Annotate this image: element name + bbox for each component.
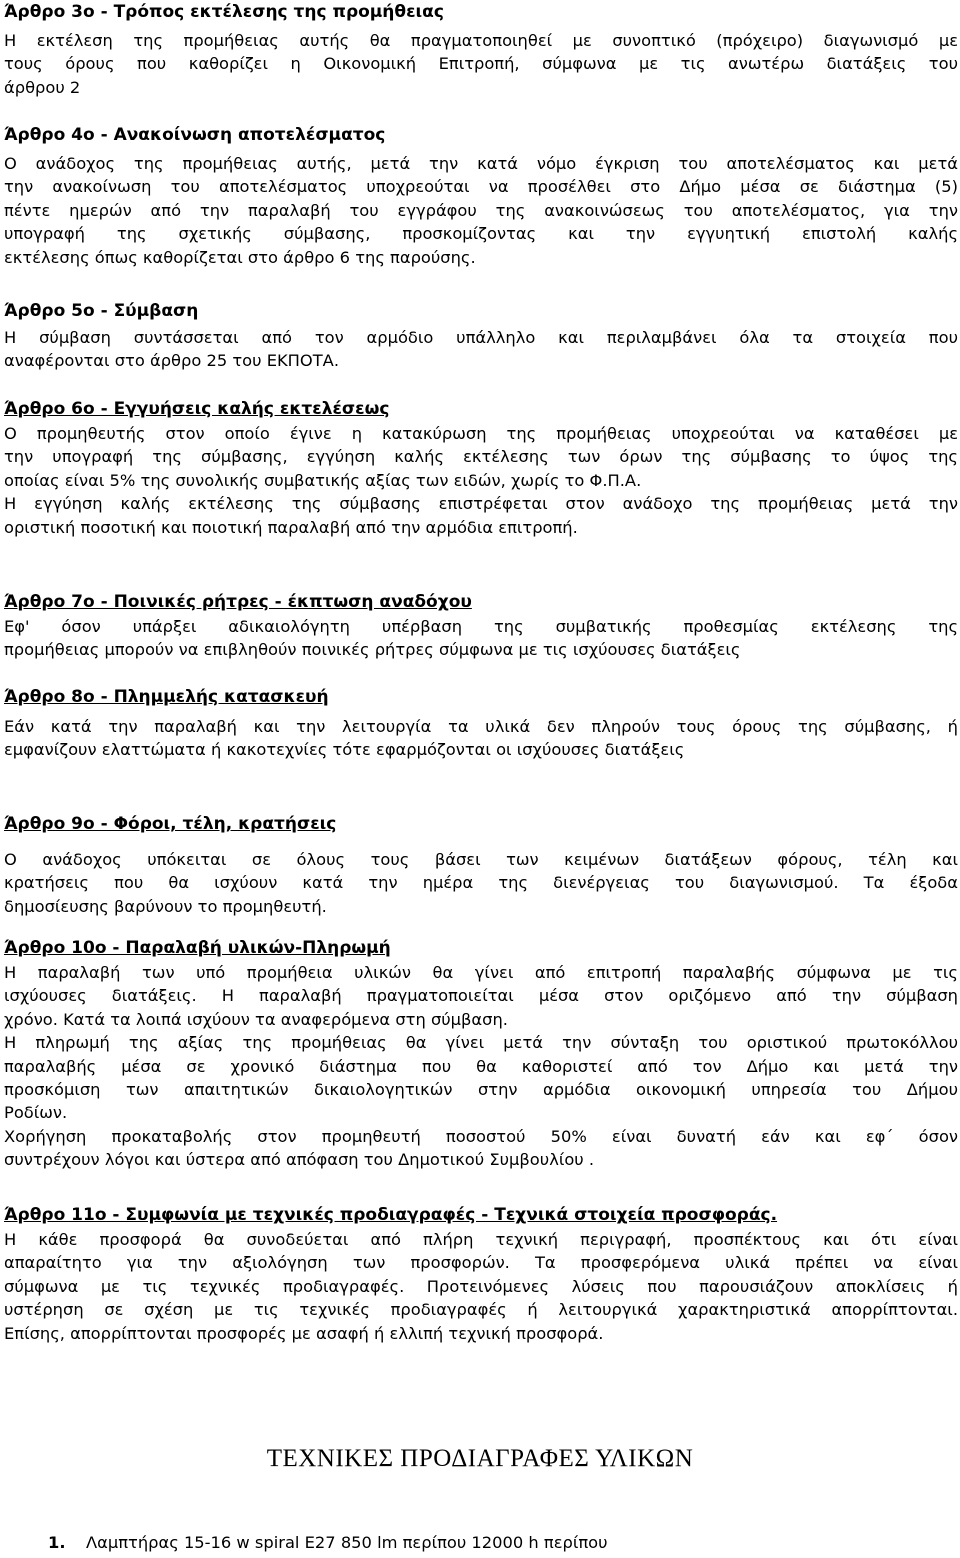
article-heading: Άρθρο 4ο - Ανακοίνωση αποτελέσματος	[4, 125, 386, 145]
article-6	[4, 397, 958, 539]
article-8	[4, 685, 958, 762]
body-line: συντρέχουν λόγοι και ύστερα από απόφαση του Δημοτικού Συμβουλίου .	[4, 1150, 595, 1170]
article-5	[4, 299, 958, 373]
spec-item-text: Λαμπτήρας 15-16 w spiral E27 850 lm περίπου 12000 h περίπου	[86, 1533, 608, 1552]
body-line: υστέρηση σε σχέση με τις τεχνικές προδιαγραφές ή λειτουργικά χαρακτηριστικά απορρίπτονται.	[4, 1300, 958, 1320]
body-line: τους όρους που καθορίζει η Οικονομική Επιτροπή, σύμφωνα με τις ανωτέρω διατάξεις του	[4, 54, 958, 74]
body-line: πέντε ημερών από την παραλαβή του εγγράφου της ανακοινώσεως του αποτελέσματος, για την	[4, 200, 958, 220]
article-heading: Άρθρο 8ο - Πλημμελής κατασκευή	[4, 687, 329, 707]
article-3	[4, 0, 958, 99]
article-heading: Άρθρο 11ο - Συμφωνία με τεχνικές προδιαγραφές - Τεχνικά στοιχεία προσφοράς.	[4, 1205, 778, 1225]
article-heading: Άρθρο 9ο - Φόροι, τέλη, κρατήσεις	[4, 814, 337, 834]
article-body	[4, 29, 958, 99]
body-line: δημοσίευσης βαρύνουν το προμηθευτή.	[4, 896, 327, 916]
body-line: Επίσης, απορρίπτονται προσφορές με ασαφή ή ελλιπή τεχνική προσφορά.	[4, 1323, 604, 1343]
body-line: Η εκτέλεση της προμήθειας αυτής θα πραγματοποιηθεί με συνοπτικό (πρόχειρο) διαγωνισμό με	[4, 31, 958, 50]
body-line: προσκόμιση των απαιτητικών δικαιολογητικών στην αρμόδια οικονομική υπηρεσία του Δήμου	[4, 1080, 958, 1100]
body-line: Ο ανάδοχος υπόκειται σε όλους τους βάσει των κειμένων διατάξεων φόρους, τέλη και	[4, 850, 958, 869]
article-9	[4, 812, 958, 918]
article-body	[4, 615, 958, 662]
article-body	[4, 152, 958, 269]
article-heading: Άρθρο 10ο - Παραλαβή υλικών-Πληρωμή	[4, 938, 391, 958]
body-line: προμήθειας μπορούν να επιβληθούν ποινικές ρήτρες σύμφωνα με τις ισχύουσες διατάξεις	[4, 640, 741, 660]
article-heading: Άρθρο 6ο - Εγγυήσεις καλής εκτελέσεως	[4, 399, 390, 419]
section-title: ΤΕΧΝΙΚΕΣ ΠΡΟΔΙΑΓΡΑΦΕΣ ΥΛΙΚΩΝ	[266, 1445, 694, 1472]
body-line: απαραίτητο για την αξιολόγηση των προσφορών. Τα προσφερόμενα υλικά πρέπει να είναι	[4, 1253, 958, 1273]
body-line: άρθρου 2	[4, 77, 81, 97]
body-line: Η σύμβαση συντάσσεται από τον αρμόδιο υπάλληλο και περιλαμβάνει όλα τα στοιχεία που	[4, 328, 958, 347]
body-line: Η παραλαβή των υπό προμήθεια υλικών θα γίνει από επιτροπή παραλαβής σύμφωνα με τις	[4, 963, 958, 982]
body-line: υπογραφή της σχετικής σύμβασης, προσκομίζοντας και την εγγυητική επιστολή καλής	[4, 224, 958, 244]
article-heading: Άρθρο 7ο - Ποινικές ρήτρες - έκπτωση αναδόχου	[4, 592, 472, 612]
body-line: την υπογραφή της σύμβασης, εγγύηση καλής εκτέλεσης των όρων της σύμβασης το ύψος της	[4, 447, 958, 467]
article-body	[4, 715, 958, 762]
body-line: Ο προμηθευτής στον οποίο έγινε η κατακύρωση της προμήθειας υποχρεούται να καταθέσει με	[4, 424, 958, 443]
body-line: Εφ' όσον υπάρξει αδικαιολόγητη υπέρβαση της συμβατικής προθεσμίας εκτέλεσης της	[4, 617, 958, 636]
body-line: ισχύουσες διατάξεις. Η παραλαβή πραγματοποιείται μέσα στον οριζόμενο από την σύμβαση	[4, 986, 958, 1006]
body-line: οριστική ποσοτική και ποιοτική παραλαβή από την αρμόδια επιτροπή.	[4, 517, 578, 537]
body-line: οποίας είναι 5% της συνολικής συμβατικής αξίας των ειδών, χωρίς το Φ.Π.Α.	[4, 470, 642, 490]
article-10	[4, 936, 958, 1172]
body-line: Ροδίων.	[4, 1103, 68, 1123]
article-11	[4, 1203, 958, 1345]
body-line: σύμφωνα με τις τεχνικές προδιαγραφές. Προτεινόμενες λύσεις που παρουσιάζουν αποκλίσεις ή	[4, 1276, 958, 1296]
article-body	[4, 1228, 958, 1345]
body-line: Η κάθε προσφορά θα συνοδεύεται από πλήρη τεχνική περιγραφή, προσπέκτους και ότι είναι	[4, 1230, 958, 1249]
body-line: Η εγγύηση καλής εκτέλεσης της σύμβασης επιστρέφεται στον ανάδοχο της προμήθειας μετά την	[4, 494, 958, 514]
body-line: κρατήσεις που θα ισχύουν κατά την ημέρα της διενέργειας του διαγωνισμού. Τα έξοδα	[4, 873, 958, 893]
body-line: αναφέρονται στο άρθρο 25 του ΕΚΠΟΤΑ.	[4, 351, 339, 371]
article-body	[4, 848, 958, 918]
article-heading: Άρθρο 3ο - Τρόπος εκτέλεσης της προμήθειας	[4, 2, 444, 22]
spec-item	[48, 1531, 608, 1555]
article-heading: Άρθρο 5ο - Σύμβαση	[4, 301, 199, 321]
body-line: Εάν κατά την παραλαβή και την λειτουργία τα υλικά δεν πληρούν τους όρους της σύμβασης, ή	[4, 717, 958, 736]
body-line: χρόνο. Κατά τα λοιπά ισχύουν τα αναφερόμενα στη σύμβαση.	[4, 1009, 508, 1029]
body-line: Χορήγηση προκαταβολής στον προμηθευτή ποσοστού 50% είναι δυνατή εάν και εφ΄ όσον	[4, 1126, 958, 1146]
article-7	[4, 590, 958, 662]
body-line: Ο ανάδοχος της προμήθειας αυτής, μετά την κατά νόμο έγκριση του αποτελέσματος και μετά	[4, 154, 958, 173]
article-body	[4, 961, 958, 1172]
spec-item-number: 1.	[48, 1533, 66, 1552]
article-body	[4, 422, 958, 539]
body-line: παραλαβής μέσα σε χρονικό διάστημα που θα καθοριστεί από τον Δήμο και μετά την	[4, 1056, 958, 1076]
body-line: εμφανίζουν ελαττώματα ή κακοτεχνίες τότε εφαρμόζονται οι ισχύουσες διατάξεις	[4, 740, 685, 760]
body-line: την ανακοίνωση του αποτελέσματος υποχρεούται να προσέλθει στο Δήμο μέσα σε διάστημα (5)	[4, 177, 958, 197]
body-line: εκτέλεσης όπως καθορίζεται στο άρθρο 6 της παρούσης.	[4, 247, 476, 267]
article-body	[4, 326, 958, 373]
body-line: Η πληρωμή της αξίας της προμήθειας θα γίνει μετά την σύνταξη του οριστικού πρωτοκόλλου	[4, 1033, 958, 1053]
article-4	[4, 123, 958, 269]
